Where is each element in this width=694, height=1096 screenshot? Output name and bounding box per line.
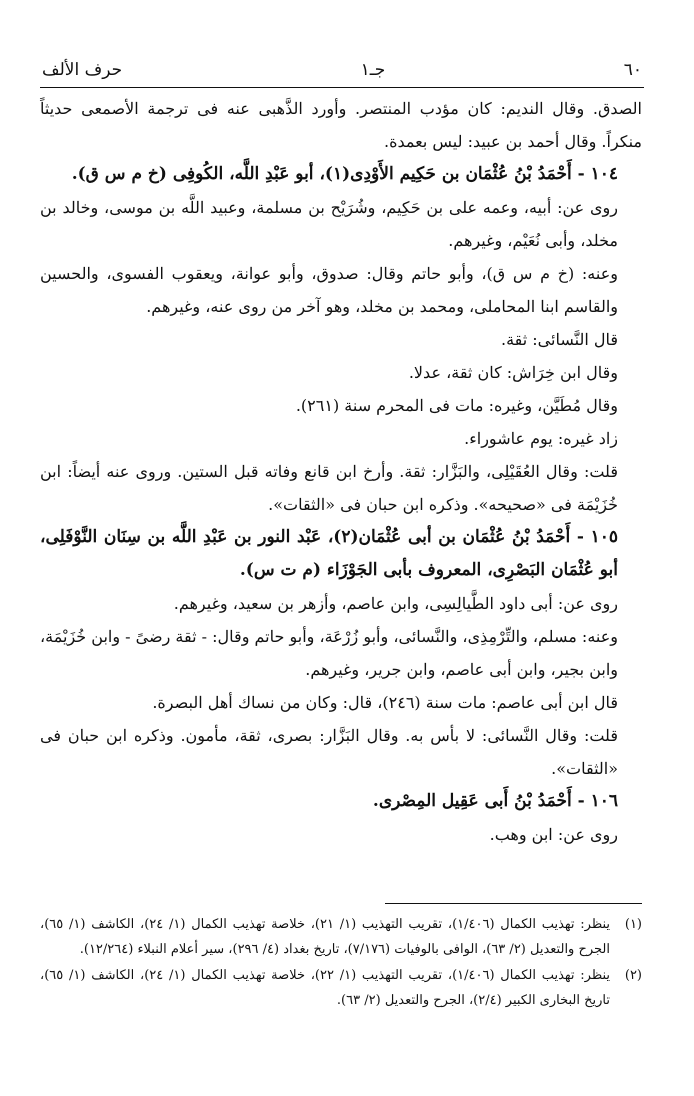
entry-heading-105: ١٠٥ - أَحْمَدُ بْنُ عُثْمَان بن أبى عُثْمَان(٢)، عَبْد النور بن عَبْدِ اللَّه بن سِنَان النَّوْفَلِى، أبو عُثْمَان البَصْرِى، المعروف بأبى الجَوْزَاء (م ت س). [40,527,618,580]
volume-label: جـ١ [360,60,386,80]
footnote-text: ينظر: تهذيب الكمال (١/٤٠٦)، تقريب التهذيب (١/ ٢٢)، خلاصة تهذيب الكمال (١/ ٢٤)، الكاشف (١/ ٦٥)، تاريخ البخارى الكبير (٢/٤)، الجرح والتعديل (٢/ ٦٣). [40,968,611,1008]
footnote-text: ينظر: تهذيب الكمال (١/٤٠٦)، تقريب التهذيب (١/ ٢١)، خلاصة تهذيب الكمال (١/ ٢٤)، الكاشف (١/ ٦٥)، الجرح والتعديل (٢/ ٦٣)، الوافى بالوفيات (٧/١٧٦)، تاريخ بغداد (٤/ ٢٩٦)، سير أعلام النبلاء (١٢/٢٦٤). [40,917,611,957]
section-title: حرف الألف [42,60,123,80]
paragraph: قال النَّسائى: ثقة. [500,330,618,349]
paragraph: وقال مُطَيَّن، وغيره: مات فى المحرم سنة (٢٦١). [295,396,618,415]
footnotes [40,912,642,1014]
paragraph: روى عن: ابن وهب. [489,825,618,844]
footnote [40,963,642,1013]
entry-heading-104: ١٠٤ - أَحْمَدُ بْنُ عُثْمَان بن حَكِيم الأَوْدِى(١)، أبو عَبْدِ اللَّه، الكُوفِى (خ م س ق). [71,164,618,184]
paragraph: قال ابن أبى عاصم: مات سنة (٢٤٦)، قال: وكان من نساك أهل البصرة. [152,693,618,712]
footnote-number: (١) [624,917,642,932]
footnote-rule [385,903,642,904]
entry-heading-106: ١٠٦ - أَحْمَدُ بْنُ أَبى عَقِيل المِصْرى. [372,791,618,811]
paragraph: وقال ابن خِرَاش: كان ثقة، عدلا. [408,363,618,382]
paragraph: وعنه: (خ م س ق)، وأبو حاتم وقال: صدوق، وأبو عوانة، ويعقوب الفسوى، والحسين والقاسم ابنا المحاملى، ومحمد بن مخلد، وهو آخر من روى عنه، وغيرهم. [40,264,618,316]
paragraph: روى عن: أبيه، وعمه على بن حَكِيم، وشُرَيْح بن مسلمة، وعبيد اللَّه بن موسى، وخالد بن مخلد، وأبى نُعَيْم، وغيرهم. [40,198,618,250]
running-header [42,58,642,82]
footnote-number: (٢) [624,968,642,983]
page-number: ٦٠ [623,60,642,80]
paragraph: وعنه: مسلم، والتِّرْمِذِى، والنَّسائى، وأبو زُرْعَة، وأبو حاتم وقال: - ثقة رضىً - وابن خُزَيْمَة، وابن بجير، وابن أبى عاصم، وابن جرير، وغيرهم. [40,627,618,679]
paragraph: روى عن: أبى داود الطَّيالِسِى، وابن عاصم، وأزهر بن سعيد، وغيرهم. [173,594,618,613]
footnote [40,912,642,962]
paragraph: زاد غيره: يوم عاشوراء. [464,429,618,448]
paragraph: قلت: وقال العُقَيْلِى، والبَزَّار: ثقة. وأرخ ابن قانع وفاته قبل الستين. وروى عنه أيضاً: ابن خُزَيْمَة فى «صحيحه». وذكره ابن حبان فى «الثقات». [40,462,618,514]
header-rule [40,87,644,88]
main-text [40,92,642,851]
paragraph: الصدق. وقال النديم: كان مؤدب المنتصر. وأورد الذَّهبى عنه فى ترجمة الأصمعى حديثاً منكراً. وقال أحمد بن عبيد: ليس بعمدة. [40,99,642,151]
paragraph: قلت: وقال النَّسائى: لا بأس به. وقال البَزَّار: بصرى، ثقة، مأمون. وذكره ابن حبان فى «الثقات». [40,726,619,778]
